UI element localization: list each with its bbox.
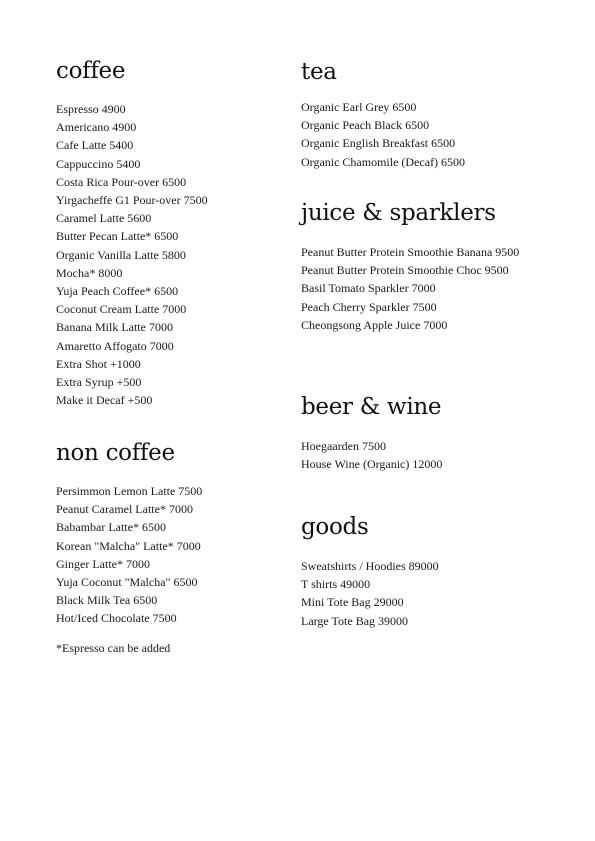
menu-item: Korean "Malcha" Latte* 7000	[56, 538, 201, 553]
menu-item: Butter Pecan Latte* 6500	[56, 229, 179, 244]
menu-item: Organic Earl Grey 6500	[301, 100, 417, 114]
juice-sparklers-section	[301, 199, 519, 334]
menu-item: Amaretto Affogato 7000	[56, 338, 174, 353]
menu-item: Organic Chamomile (Decaf) 6500	[301, 154, 466, 169]
espresso-footnote: *Espresso can be added	[56, 641, 171, 655]
tea-heading: tea	[301, 59, 337, 85]
goods-heading: goods	[301, 514, 369, 540]
menu-item: Basil Tomato Sparkler 7000	[301, 281, 436, 296]
juice-sparklers-heading: juice & sparklers	[301, 200, 496, 226]
menu-item: Mocha* 8000	[56, 265, 123, 280]
tea-list	[301, 98, 465, 171]
menu-item: Hot/Iced Chocolate 7500	[56, 611, 177, 626]
menu-item: Organic Peach Black 6500	[301, 118, 430, 133]
menu-item: Espresso 4900	[56, 102, 126, 116]
menu-item: Make it Decaf +500	[56, 393, 153, 408]
menu-item: Mini Tote Bag 29000	[301, 595, 404, 610]
menu-item: Cappuccino 5400	[56, 156, 141, 171]
menu-item: Persimmon Lemon Latte 7500	[56, 484, 203, 498]
menu-item: Sweatshirts / Hoodies 89000	[301, 559, 439, 573]
menu-item: Cafe Latte 5400	[56, 138, 134, 153]
goods-section	[301, 513, 439, 630]
menu-item: Peanut Butter Protein Smoothie Choc 9500	[301, 263, 509, 278]
menu-item: Organic Vanilla Latte 5800	[56, 247, 186, 262]
menu-item: Costa Rica Pour-over 6500	[56, 174, 187, 189]
menu-item: Coconut Cream Latte 7000	[56, 302, 187, 317]
menu-item: Peanut Butter Protein Smoothie Banana 9500	[301, 245, 520, 259]
menu-item: Americano 4900	[56, 120, 137, 135]
non-coffee-section	[56, 439, 202, 628]
menu-item: Ginger Latte* 7000	[56, 556, 150, 571]
menu-item: Large Tote Bag 39000	[301, 613, 409, 628]
coffee-section	[56, 57, 208, 409]
tea-section	[301, 58, 465, 171]
coffee-list	[56, 100, 208, 409]
menu-item: Cheongsong Apple Juice 7000	[301, 317, 448, 332]
non-coffee-heading: non coffee	[56, 440, 175, 466]
menu-item: Yuja Coconut "Malcha" 6500	[56, 575, 198, 590]
non-coffee-list	[56, 482, 202, 628]
menu-item: Yuja Peach Coffee* 6500	[56, 284, 179, 299]
beer-wine-list	[301, 437, 442, 473]
menu-item: T shirts 49000	[301, 577, 371, 592]
menu-item: Extra Shot +1000	[56, 356, 141, 371]
coffee-heading: coffee	[56, 58, 126, 84]
menu-item: Black Milk Tea 6500	[56, 593, 158, 608]
menu-item: Caramel Latte 5600	[56, 211, 152, 226]
menu-item: Yirgacheffe G1 Pour-over 7500	[56, 193, 208, 208]
menu-item: Hoegaarden 7500	[301, 439, 386, 453]
menu-item: Extra Syrup +500	[56, 375, 142, 390]
goods-list	[301, 557, 439, 630]
menu-item: Peach Cherry Sparkler 7500	[301, 299, 437, 314]
beer-wine-heading: beer & wine	[301, 394, 442, 420]
menu-item: Peanut Caramel Latte* 7000	[56, 502, 193, 517]
menu-item: House Wine (Organic) 12000	[301, 457, 443, 472]
menu-item: Organic English Breakfast 6500	[301, 136, 456, 151]
juice-sparklers-list	[301, 243, 519, 334]
beer-wine-section	[301, 393, 442, 473]
menu-item: Banana Milk Latte 7000	[56, 320, 173, 335]
menu-item: Babambar Latte* 6500	[56, 520, 166, 535]
